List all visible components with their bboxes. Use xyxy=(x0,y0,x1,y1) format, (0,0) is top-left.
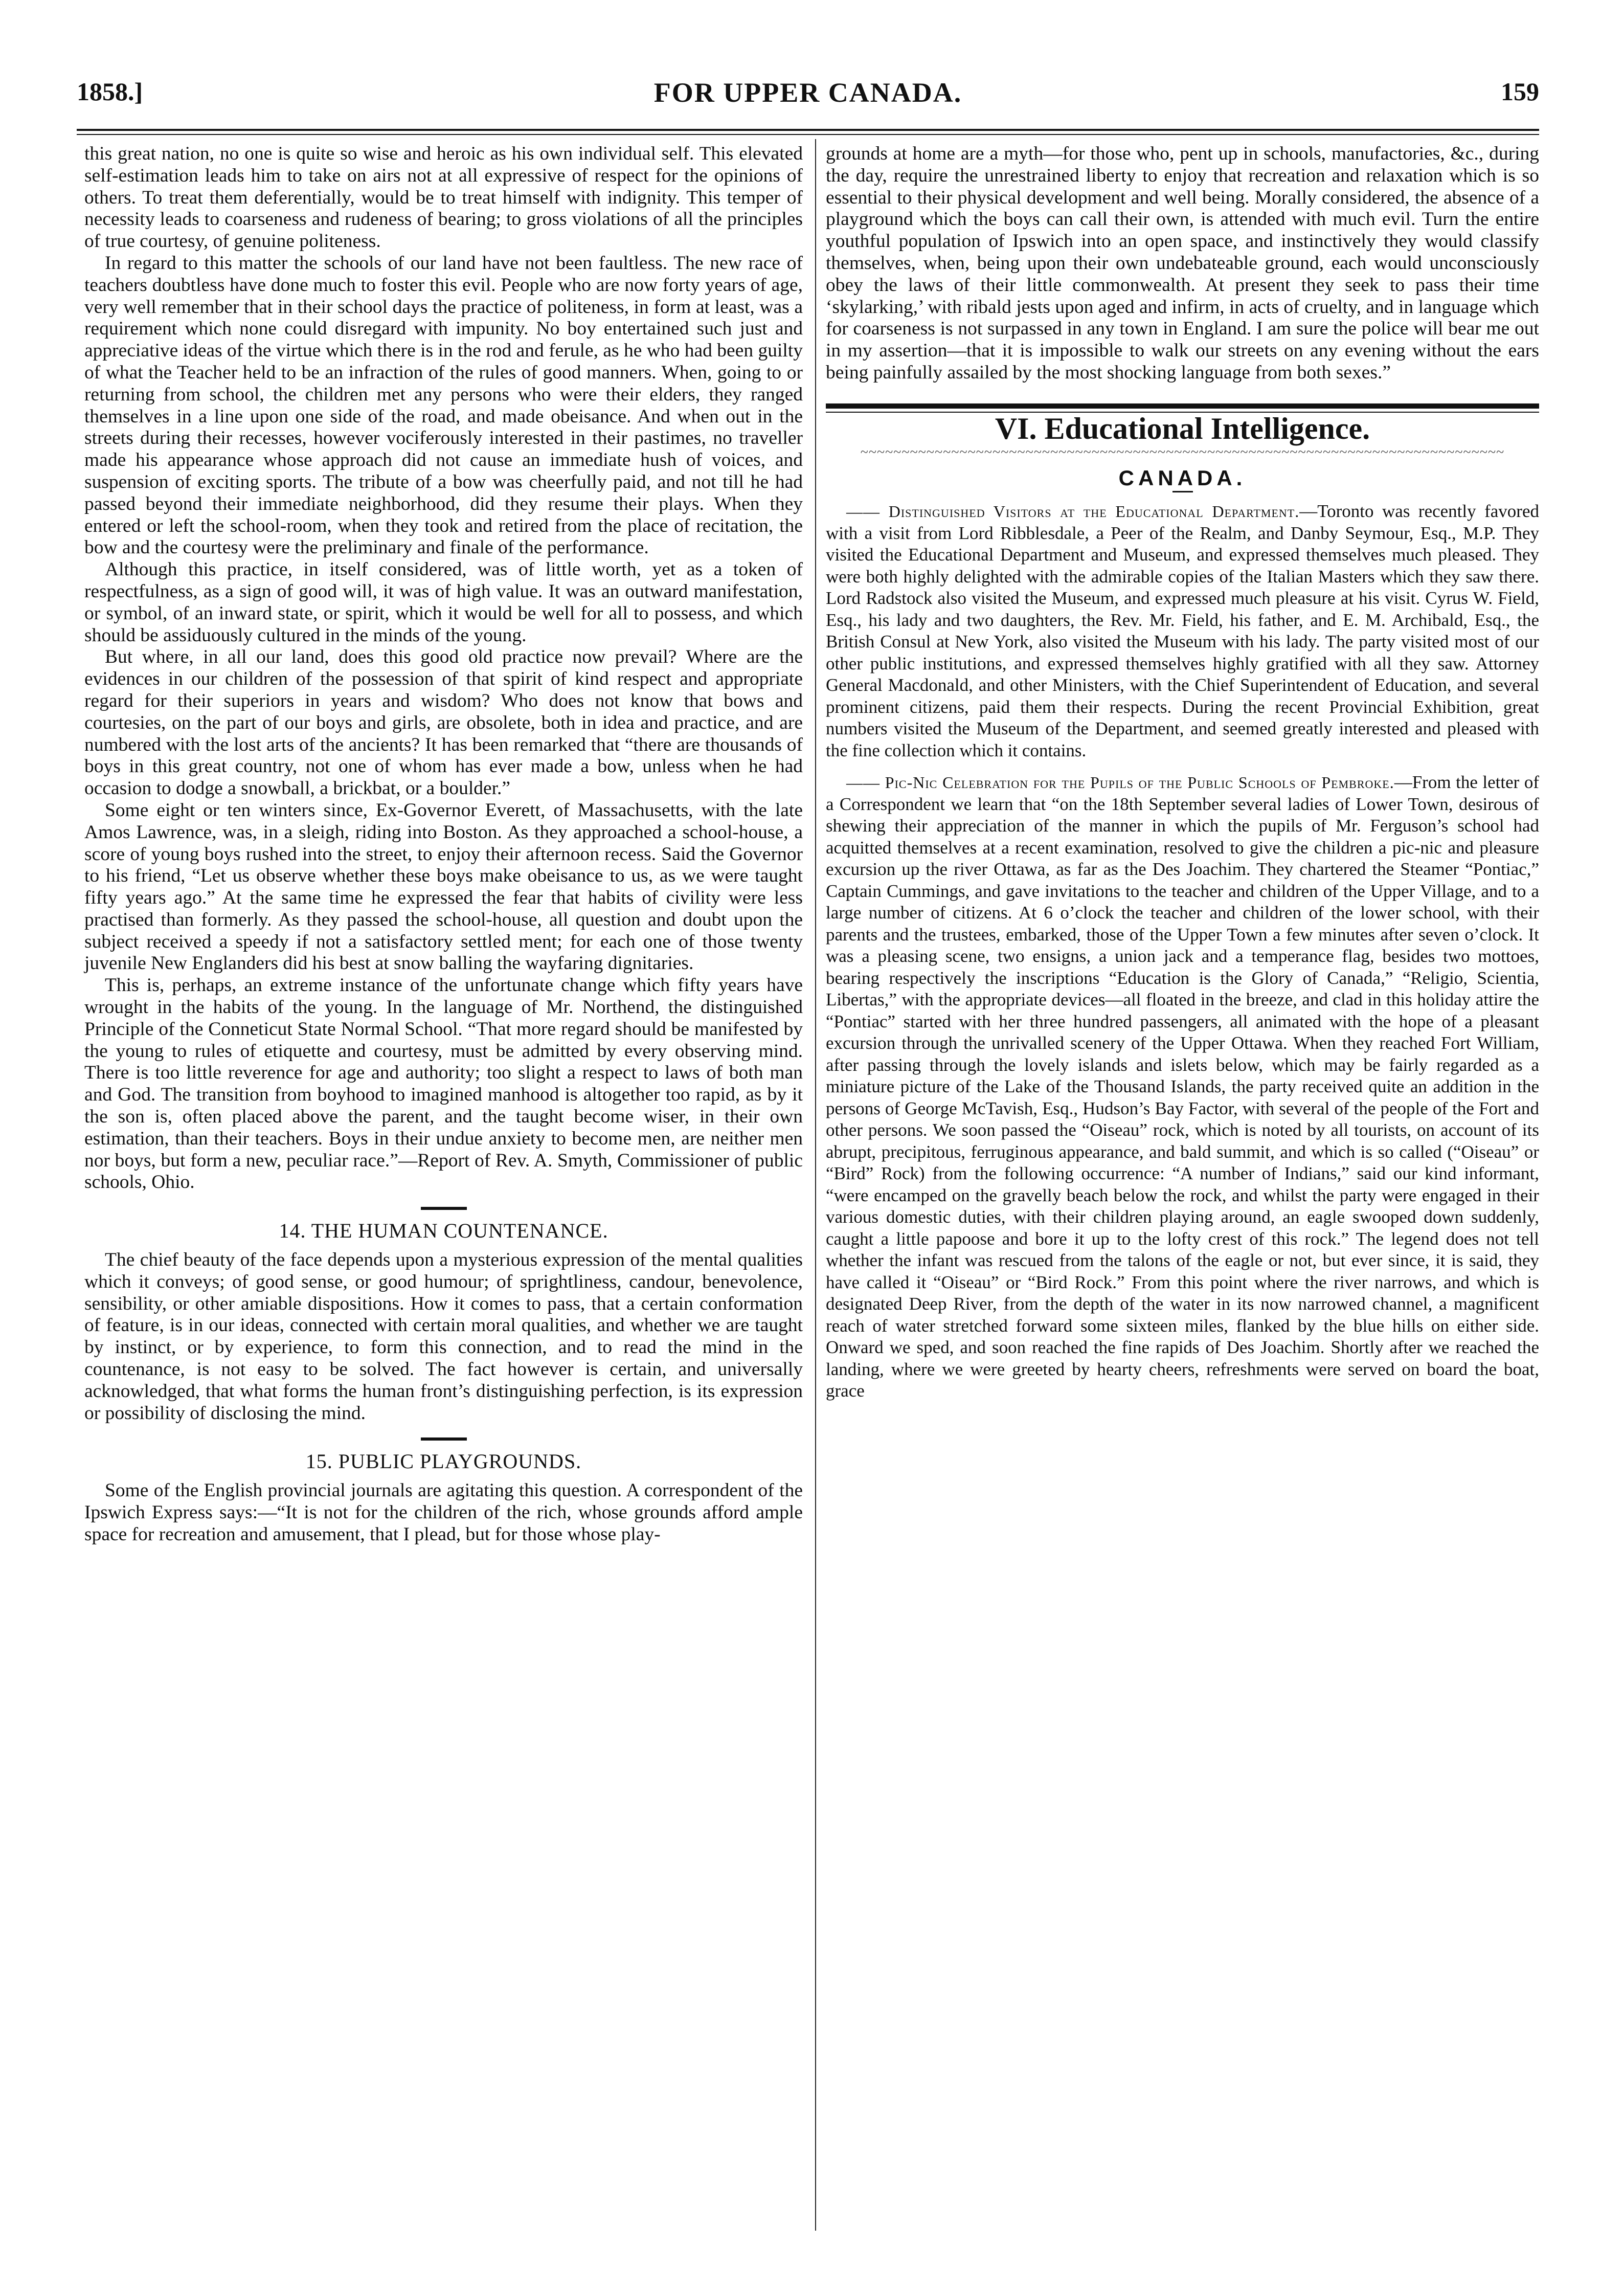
column-divider xyxy=(815,139,816,2231)
left-column xyxy=(84,143,803,1546)
section-heading: 15. PUBLIC PLAYGROUNDS. xyxy=(305,1450,582,1473)
paragraph: grounds at home are a myth—for those who, pent up in schools, manufactories, &c., during the day, require the unrestrained liberty to enjoy that recreation and relaxation which is so essential to their physical development and well being. Morally considered, the absence of a playground which the boys can call their own, is attended with much evil. Turn the entire youthful population of Ipswich into an open space, and instinctively they would classify themselves, when, being upon their own undebateable ground, each would unconsciously obey the laws of their little commonwealth. At present they seek to pass their time ‘skylarking,’ with ribald jests upon aged and infirm, in acts of cruelty, and in language which for coarseness is not surpassed in any town in England. I am sure the police will bear me out in my assertion—that it is impossible to walk our streets on any evening without the ears being painfully assailed by the most shocking language from both sexes.” xyxy=(826,143,1539,383)
news-item xyxy=(826,501,1539,761)
paragraph: In regard to this matter the schools of our land have not been faultless. The new race of teachers doubtless have done much to foster this evil. People who are now forty years of age, very well remember that in their school days the practice of politeness, in form at least, was a requirement which none could disregard with impunity. No boy entertained such just and appreciative ideas of the virtue which there is in the rod and ferule, as he who had been guilty of what the Teacher held to be an infraction of the rules of good manners. When, going to or returning from school, the children met any persons who were their elders, they ranged themselves in a line upon one side of the road, and made obeisance. And when out in the streets during their recesses, however vociferously interested in their pastimes, no traveller made his appearance whose approach did not cause an immediate hush of voices, and suspension of exciting sports. The tribute of a bow was cheerfully paid, and not till he had passed beyond their immediate neighborhood, did they resume their plays. When they entered or left the school-room, when they took and retired from the place of recitation, the bow and the courtesy were the preliminary and finale of the performance. xyxy=(84,252,803,558)
paragraph: Although this practice, in itself considered, was of little worth, yet as a token of respectfulness, as a sign of good will, it was of high value. It was an outward manifestation, or symbol, of an inward state, or spirit, which it would be well for all to possess, and which should be assiduously cultured in the minds of the young. xyxy=(84,559,803,646)
section-divider xyxy=(421,1437,467,1441)
section-title: VI. Educational Intelligence. xyxy=(995,411,1370,445)
paragraph: This is, perhaps, an extreme instance of the unfortunate change which fifty years have wrought in the habits of the young. In the language of Mr. Northend, the distinguished Principle of the Conneticut State Normal School. “That more regard should be manifested by the young to rules of etiquette and courtesy, must be admitted by every observing mind. There is too little reverence for age and authority; too slight a respect to laws of both man and God. The transition from boyhood to imagined manhood is altogether too rapid, as by it the son is, often placed above the parent, and the taught become wiser, in their own estimation, than their teachers. Boys in their undue anxiety to become men, are neither men nor boys, but form a new, peculiar race.”—Report of Rev. A. Smyth, Commissioner of public schools, Ohio. xyxy=(84,975,803,1193)
paragraph: But where, in all our land, does this good old practice now prevail? Where are the evidences in our children of the possession of that spirit of kind respect and appropriate regard for their superiors in years and wisdom? Who does not know that bows and courtesies, on the part of our boys and girls, are obsolete, both in idea and practice, and are numbered with the lost arts of the ancients? It has been remarked that “there are thousands of boys in this great country, not one of whom has ever made a bow, unless when he had occasion to dodge a snowball, a brickbat, or a boulder.” xyxy=(84,646,803,799)
paragraph: The chief beauty of the face depends upon a mysterious expression of the mental qualities which it conveys; of good sense, or good humour; of sprightliness, candour, benevolence, sensibility, or other amiable dispositions. How it comes to pass, that a certain conformation of feature, is in our ideas, connected with certain moral qualities, and whether we are taught by instinct, or by experience, to form this connection, and to read the mind in the countenance, is not easy to be solved. The fact however is certain, and universally acknowledged, that what forms the human front’s distinguishing perfection, is its expression or possibility of disclosing the mind. xyxy=(84,1249,803,1424)
paragraph: this great nation, no one is quite so wise and heroic as his own individual self. This elevated self-estimation leads him to take on airs not at all expressive of respect for the opinions of others. To treat them deferentially, would be to treat himself with indignity. This temper of necessity leads to coarseness and rudeness of bearing; to gross violations of all the principles of true courtesy, of genuine politeness. xyxy=(84,143,803,252)
section-rule xyxy=(826,403,1539,409)
section-divider xyxy=(421,1207,467,1210)
news-item xyxy=(826,772,1539,1402)
ornamental-rule: ~~~~~~~~~~~~~~~~~~~~~~~~~~~~~~~~~~~~~~~~~~~~~~~~~~~~~~~~~~~~~~~~~~~~~~~~~~~~~~ xyxy=(860,444,1505,457)
page-header xyxy=(77,77,1539,128)
news-body: —From the letter of a Correspondent we learn that “on the 18th September several ladies of Lower Town, desirous of shewing their appreciation of the manner in which the pupils of Mr. Ferguson’s school had acquitted themselves at a recent examination, resolved to give the children a pic-nic and pleasure excursion up the river Ottawa, as far as the Des Joachim. They chartered the Steamer “Pontiac,” Captain Cummings, and gave invitations to the teacher and children of the Upper Village, and to a large number of citizens. At 6 o’clock the teacher and children of the lower school, with their parents and the trustees, embarked, those of the Upper Town a few minutes after seven o’clock. It was a pleasing scene, two ensigns, a union jack and a temperance flag, besides two mottoes, bearing respectively the inscriptions “Education is the Glory of Canada,” “Religio, Scientia, Libertas,” with the appropriate devices—all floated in the breeze, and clad in this holiday attire the “Pontiac” started with her three hundred passengers, all animated with the hope of a pleasant excursion through the unrivalled scenery of the Upper Ottawa. When they reached Fort William, after passing through the lovely islands and islets below, which may be fairly regarded as a miniature picture of the Lake of the Thousand Islands, the party received quite an addition in the persons of George McTavish, Esq., Hudson’s Bay Factor, with several of the people of the Fort and other persons. We soon passed the “Oiseau” rock, which is noted by all tourists, on account of its abrupt, precipitous, ferruginous appearance, and bald summit, and which is so called (“Oiseau” or “Bird” Rock) from the following occurrence: “A number of Indians,” said our kind informant, “were encamped on the gravelly beach below the rock, and whilst the party were engaged in their various domestic duties, with their children playing around, an eagle swooped down suddenly, caught a little papoose and bore it up to the lofty crest of this rock.” The legend does not tell whether the infant was rescued from the talons of the eagle or not, but ever since, it is said, they have called it “Oiseau” or “Bird Rock.” From this point where the river narrows, and which is designated Deep River, from the depth of the water in its now narrowed channel, a magnificent reach of water stretched forward some sixteen miles, flanked by the blue hills on either side. Onward we sped, and soon reached the fine rapids of Des Joachim. Shortly after we reached the landing, where we were greeted by hearty cheers, refreshments were served on board the boat, grace xyxy=(826,772,1539,1401)
page-number: 159 xyxy=(1501,77,1539,106)
news-lead: —— Pic-Nic Celebration for the Pupils of the Public Schools of Pembroke. xyxy=(846,773,1394,792)
news-body: —Toronto was recently favored with a visit from Lord Ribblesdale, a Peer of the Realm, and Danby Seymour, Esq., M.P. They visited the Educational Department and Museum, and expressed themselves much pleased. They were both highly delighted with the admirable copies of the Italian Masters which they saw there. Lord Radstock also visited the Museum, and expressed much pleasure at his visit. Cyrus W. Field, Esq., his lady and two daughters, the Rev. Mr. Field, his father, and E. M. Archibald, Esq., the British Consul at New York, also visited the Museum with his lady. The party visited most of our other public institutions, and expressed themselves highly gratified with all they saw. Attorney General Macdonald, and other Ministers, with the Chief Superintendent of Education, and several prominent citizens, paid them their respects. During the recent Provincial Exhibition, great numbers visited the Museum of the Department, and seemed greatly interested and pleased with the fine collection which it contains. xyxy=(826,501,1539,760)
subsection-heading: CANADA. xyxy=(1118,465,1247,490)
section-heading: 14. THE HUMAN COUNTENANCE. xyxy=(279,1219,608,1243)
paragraph: Some eight or ten winters since, Ex-Governor Everett, of Massachusetts, with the late Amos Lawrence, was, in a sleigh, riding into Boston. As they approached a school-house, a score of young boys rushed into the street, to enjoy their afternoon recess. Said the Governor to his friend, “Let us observe whether these boys make obeisance to us, as we were taught fifty years ago.” At the same time he expressed the fear that habits of civility were less practised than formerly. As they passed the school-house, all question and doubt upon the subject received a speedy if not a satisfactory settled ment; for each one of those twenty juvenile New Englanders did his best at snow balling the wayfaring dignitaries. xyxy=(84,799,803,974)
header-year: 1858.] xyxy=(77,77,143,106)
header-rule xyxy=(77,129,1539,131)
header-title: FOR UPPER CANADA. xyxy=(653,77,962,108)
news-items xyxy=(826,501,1539,1402)
news-lead: —— Distinguished Visitors at the Educational Department. xyxy=(846,502,1300,521)
header-rule-thin xyxy=(77,134,1539,135)
paragraph: Some of the English provincial journals are agitating this question. A correspondent of the Ipswich Express says:—“It is not for the children of the rich, whose grounds afford ample space for recreation and amusement, that I plead, but for those whose play- xyxy=(84,1480,803,1545)
subsection-divider xyxy=(1172,491,1193,492)
right-column xyxy=(826,143,1539,1412)
